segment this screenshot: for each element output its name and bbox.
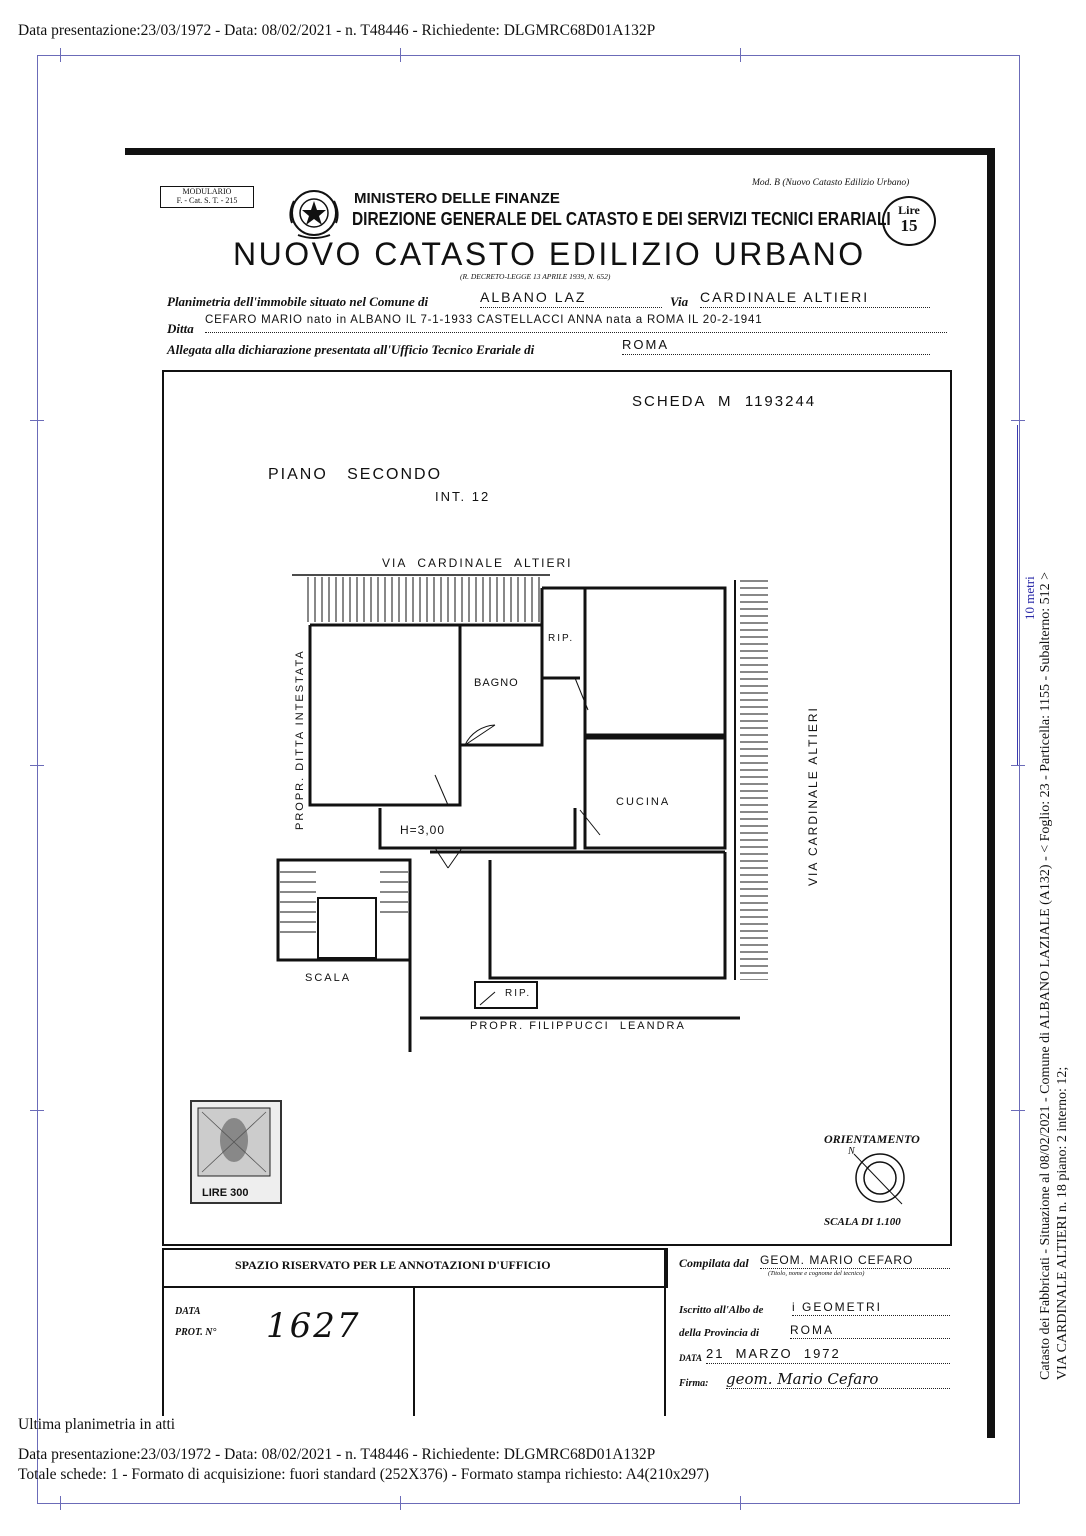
iscritto-label: Iscritto all'Albo de [679,1304,764,1316]
data-label: DATA [175,1306,201,1317]
ultima-label: Ultima planimetria in atti [18,1416,176,1433]
compilata-label: Compilata dal [679,1256,749,1270]
cucina-label: CUCINA [616,796,671,808]
sheet-top-border [125,148,993,155]
ufficio-value: ROMA [622,337,930,355]
floor-label: PIANO SECONDO [268,466,443,483]
modulario-label: MODULARIO [182,187,232,196]
rip-top-label: RIP. [548,633,575,644]
interior-label: INT. 12 [435,489,491,504]
rip-bottom-label: RIP. [505,988,532,999]
form-title: NUOVO CATASTO EDILIZIO URBANO [233,236,866,272]
footer-line2: Totale schede: 1 - Formato di acquisizione: fuori standard (252X376) - Formato stampa richiesto: A4(210x297) [18,1466,710,1483]
street-top-label: VIA CARDINALE ALTIERI [382,556,573,570]
ditta-label: Ditta [167,321,194,336]
via-value: CARDINALE ALTIERI [700,289,930,308]
signature: geom. Mario Cefaro [726,1370,950,1389]
data-sign-label: DATA [679,1353,703,1363]
modulario-code: F. - Cat. S. T. - 215 [176,196,238,205]
footer-line1: Data presentazione:23/03/1972 - Data: 08/02/2021 - n. T48446 - Richiedente: DLGMRC68D01A132P [18,1446,656,1463]
provincia-value: ROMA [790,1323,950,1339]
compilata-value: GEOM. MARIO CEFARO [760,1253,950,1269]
provincia-label: della Provincia di [679,1327,760,1339]
comune-value: ALBANO LAZ [480,289,662,308]
scheda-number: SCHEDA M 1193244 [632,393,817,410]
planimetria-label: Planimetria dell'immobile situato nel Comune di [167,294,429,309]
allegata-label: Allegata alla dichiarazione presentata all'Ufficio Tecnico Erariale di [167,342,535,357]
data-sign-value: 21 MARZO 1972 [706,1346,950,1364]
mod-b-label: Mod. B (Nuovo Catasto Edilizio Urbano) [752,178,910,188]
iscritto-value: i GEOMETRI [792,1300,950,1316]
sheet-right-border [987,148,995,1438]
decree-note: (R. DECRETO-LEGGE 13 APRILE 1939, N. 652) [460,272,611,281]
via-label: Via [670,294,689,309]
revenue-stamp: Lire 15 [882,196,936,246]
ditta-value: CEFARO MARIO nato in ALBANO IL 7-1-1933 CASTELLACCI ANNA nata a ROMA IL 20-2-1941 [205,314,947,333]
reserved-title: SPAZIO RISERVATO PER LE ANNOTAZIONI D'UFFICIO [235,1258,551,1272]
floor-plan [270,550,830,1060]
direction-title: DIREZIONE GENERALE DEL CATASTO E DEI SERVIZI TECNICI ERARIALI [352,209,891,229]
side-info-line2: VIA CARDINALE ALTIERI n. 18 piano: 2 interno: 12; [1055,1066,1070,1380]
prot-label: PROT. N° [175,1327,217,1338]
ministry-title: MINISTERO DELLE FINANZE [354,190,560,207]
header-line: Data presentazione:23/03/1972 - Data: 08/02/2021 - n. T48446 - Richiedente: DLGMRC68D01A132P [18,22,656,39]
scala-label: SCALA [305,972,352,984]
compilata-note: (Titolo, nome e cognome del tecnico) [768,1270,865,1277]
street-right-label: VIA CARDINALE ALTIERI [806,706,820,886]
side-info-line1: Catasto dei Fabbricati - Situazione al 08/02/2021 - Comune di ALBANO LAZIALE (A132) - < Foglio: 23 - Particella: 1155 - Subalterno: 512 > [1038,571,1053,1380]
north-arrow-icon [840,1148,910,1212]
orientation-label: ORIENTAMENTO [824,1132,920,1146]
left-owner-label: PROPR. DITTA INTESTATA [294,649,306,830]
bottom-owner-label: PROPR. FILIPPUCCI LEANDRA [470,1020,686,1032]
prot-number: 1627 [266,1306,361,1346]
revenue-stamp-image: LIRE 300 [190,1100,282,1204]
scale-label: SCALA DI 1.100 [824,1216,901,1228]
height-label: H=3,00 [400,823,446,837]
bagno-label: BAGNO [474,677,519,689]
scale-bar-label: 10 metri [1022,576,1037,620]
scale-bar [1017,425,1018,765]
firma-label: Firma: [679,1378,709,1389]
modulario-box [160,186,254,208]
north-label: N [848,1146,855,1157]
